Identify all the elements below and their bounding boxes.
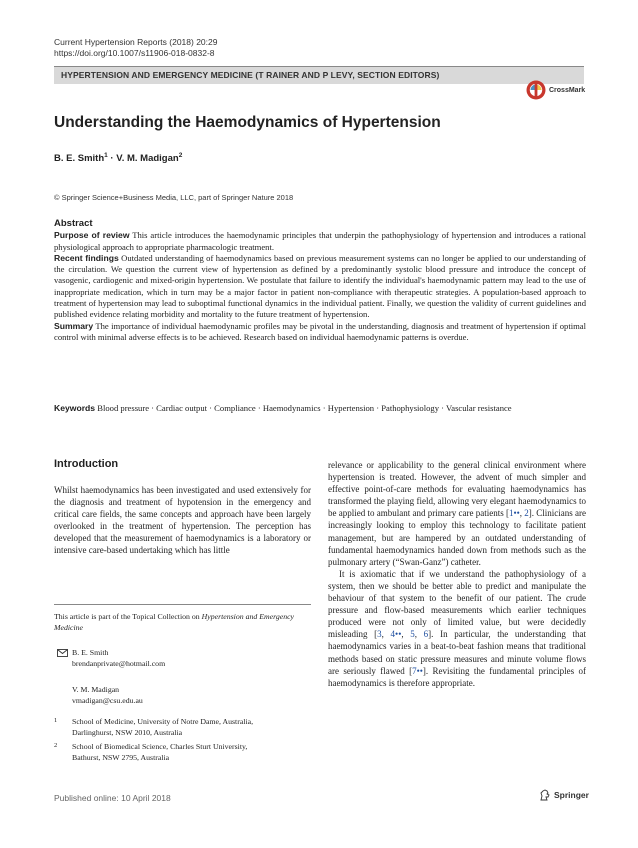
p1-text-a: relevance or applicability to the general clinical environment where hypertension is treated. However, the advent of much simpler and effective point-of-care methods for evaluating haemodynamics has transformed the playing field, allowing very elegant haemodynamics to be applied to ambulant and primary care patients [ [328, 460, 586, 519]
crossmark-badge[interactable] [526, 80, 585, 100]
envelope-icon [57, 649, 68, 657]
summary-text: The importance of individual haemodynamic profiles may be pivotal in the understanding, diagnosis and treatment of hypertension if optimal control with minimal adverse effects is to be achieved. Research based on individual haemodynamic patterns is overdue. [54, 320, 586, 342]
topical-collection-note [54, 612, 311, 633]
affiliation-1-line2: Darlinghurst, NSW 2010, Australia [72, 727, 183, 737]
p2-text-c: , [401, 629, 411, 640]
section-label: HYPERTENSION AND EMERGENCY MEDICINE (T RAINER AND P LEVY, SECTION EDITORS) [61, 70, 440, 80]
intro-paragraph-1: Whilst haemodynamics has been investigated and used extensively for the diagnosis and treatment of hypotension in the emergency and critical care fields, the same concepts and approach have been largely overlooked in the treatment of hypertension. The perception has developed that the measurement of haemodynamics is a laboratory or intensive care-based undertaking which has little [54, 485, 311, 556]
journal-header [54, 37, 217, 59]
abstract-summary [54, 321, 586, 344]
affiliation-2 [72, 742, 247, 763]
citation-3[interactable]: 3 [377, 629, 382, 640]
affiliation-1-line1: School of Medicine, University of Notre Dame, Australia, [72, 717, 254, 726]
footnote-divider [54, 604, 311, 605]
right-column-text [328, 459, 586, 689]
abstract-findings [54, 253, 586, 321]
p2-text-e: ]. In particular, the understanding that haemodynamics varies in a beat-to-beat fashion means that traditional methods based on static pressure measures and minute volume flows are seriously flawed [ [328, 629, 587, 676]
journal-citation: Current Hypertension Reports (2018) 20:29 [54, 37, 218, 47]
left-column-text [54, 484, 311, 557]
findings-text: Outdated understanding of haemodynamics based on previous measurement systems can no longer be applied to our understanding of the circulation. We question the current view of hypertension as defined by a predominantly systolic blood pressure and introduce the concept of vasogenic, cardiogenic and mixed-origin hypertension. We postulate that failure to identify the individual's haemodynamic pattern may lead to the use of inappropriate medication, which in turn may be a major factor in patient non-compliance with therapeutic strategies. A population-based approach to treatment of hypertension may lead to suboptimal functional dynamics in the individual patient. Finally, we question the validity of current guidelines and published evidence relating morbidity and mortality to the future treatment of hypertension. [54, 252, 586, 320]
author2-email[interactable]: vmadigan@csu.edu.au [72, 695, 143, 705]
author-smith[interactable]: B. E. Smith [54, 153, 105, 165]
author-list [54, 152, 182, 164]
p1-text-b: , [519, 508, 525, 519]
corresponding-author-1 [72, 648, 165, 669]
keywords-label: Keywords [54, 403, 96, 413]
affiliation-2-number: 2 [54, 742, 58, 749]
article-title: Understanding the Haemodynamics of Hypertension [54, 114, 441, 131]
author-smith-affil: 1 [104, 152, 108, 159]
springer-horse-icon [539, 789, 551, 801]
crossmark-icon [526, 80, 546, 100]
purpose-text: This article introduces the haemodynamic principles that underpin the pathophysiology of hypertension and introduces a rational physiological approach to appropriate pharmacologic treatment. [54, 230, 586, 252]
affiliation-2-line1: School of Biomedical Science, Charles Sturt University, [72, 742, 248, 751]
abstract-heading: Abstract [54, 218, 93, 229]
p2-text-b: , [381, 629, 391, 640]
p2-text-d: , [414, 629, 424, 640]
citation-7[interactable]: 7•• [412, 665, 423, 676]
abstract [54, 218, 586, 343]
author-madigan[interactable]: V. M. Madigan [116, 153, 179, 165]
citation-6[interactable]: 6 [423, 629, 429, 640]
doi-link[interactable]: https://doi.org/10.1007/s11906-018-0832-8 [54, 48, 215, 58]
citation-4[interactable]: 4•• [390, 629, 402, 640]
author2-name: V. M. Madigan [72, 685, 120, 694]
abstract-purpose [54, 230, 586, 253]
findings-label: Recent findings [54, 252, 119, 263]
affiliation-1-number: 1 [54, 717, 58, 724]
springer-wordmark: Springer [554, 790, 589, 800]
purpose-label: Purpose of review [54, 230, 130, 241]
author1-name: B. E. Smith [72, 648, 109, 657]
section-bar [54, 66, 584, 84]
intro-paragraph-2 [328, 568, 586, 689]
citation-5[interactable]: 5 [410, 629, 415, 640]
p2-text-a: It is axiomatic that if we understand the pathophysiology of a system, then we should be better able to predict and manipulate the behaviour of that system to the benefit of our patient. The crude pressure and flow-based measurements which earlier techniques produced were not only of limited value, but were decidedly misleading [ [328, 568, 586, 640]
springer-logo [539, 789, 589, 801]
affiliation-1 [72, 717, 253, 738]
author-madigan-affil: 2 [178, 152, 183, 159]
p1-text-c: ]. Clinicians are increasingly looking to employ this technology to facilitate patient management, but are hampered by an outdated understanding of fundamental haemodynamics handed down from methods such as the pulmonary artery (“Swan-Ganz”) catheter. [328, 508, 587, 567]
intro-paragraph-1-cont [328, 459, 586, 568]
keywords [54, 403, 586, 414]
crossmark-label: CrossMark [549, 86, 586, 94]
published-date: Published online: 10 April 2018 [54, 793, 171, 803]
introduction-heading: Introduction [54, 458, 119, 470]
corresponding-author-2 [72, 685, 143, 706]
affiliation-2-line2: Bathurst, NSW 2795, Australia [72, 752, 170, 762]
topical-collection-name: Hypertension and Emergency Medicine [54, 612, 295, 632]
author-separator: · [107, 153, 117, 165]
summary-label: Summary [54, 320, 94, 331]
author1-email[interactable]: brendanprivate@hotmail.com [72, 658, 166, 668]
copyright-notice: © Springer Science+Business Media, LLC, part of Springer Nature 2018 [54, 193, 294, 202]
keywords-text: Blood pressure · Cardiac output · Compliance · Haemodynamics · Hypertension · Pathophysiology · Vascular resistance [97, 403, 512, 413]
citation-2[interactable]: 2 [524, 508, 529, 519]
citation-1[interactable]: 1•• [508, 508, 520, 519]
p2-text-f: ]. Revisiting the fundamental principles of haemodynamics is therefore appropriate. [328, 665, 586, 688]
topical-text: This article is part of the Topical Collection on [54, 612, 202, 621]
